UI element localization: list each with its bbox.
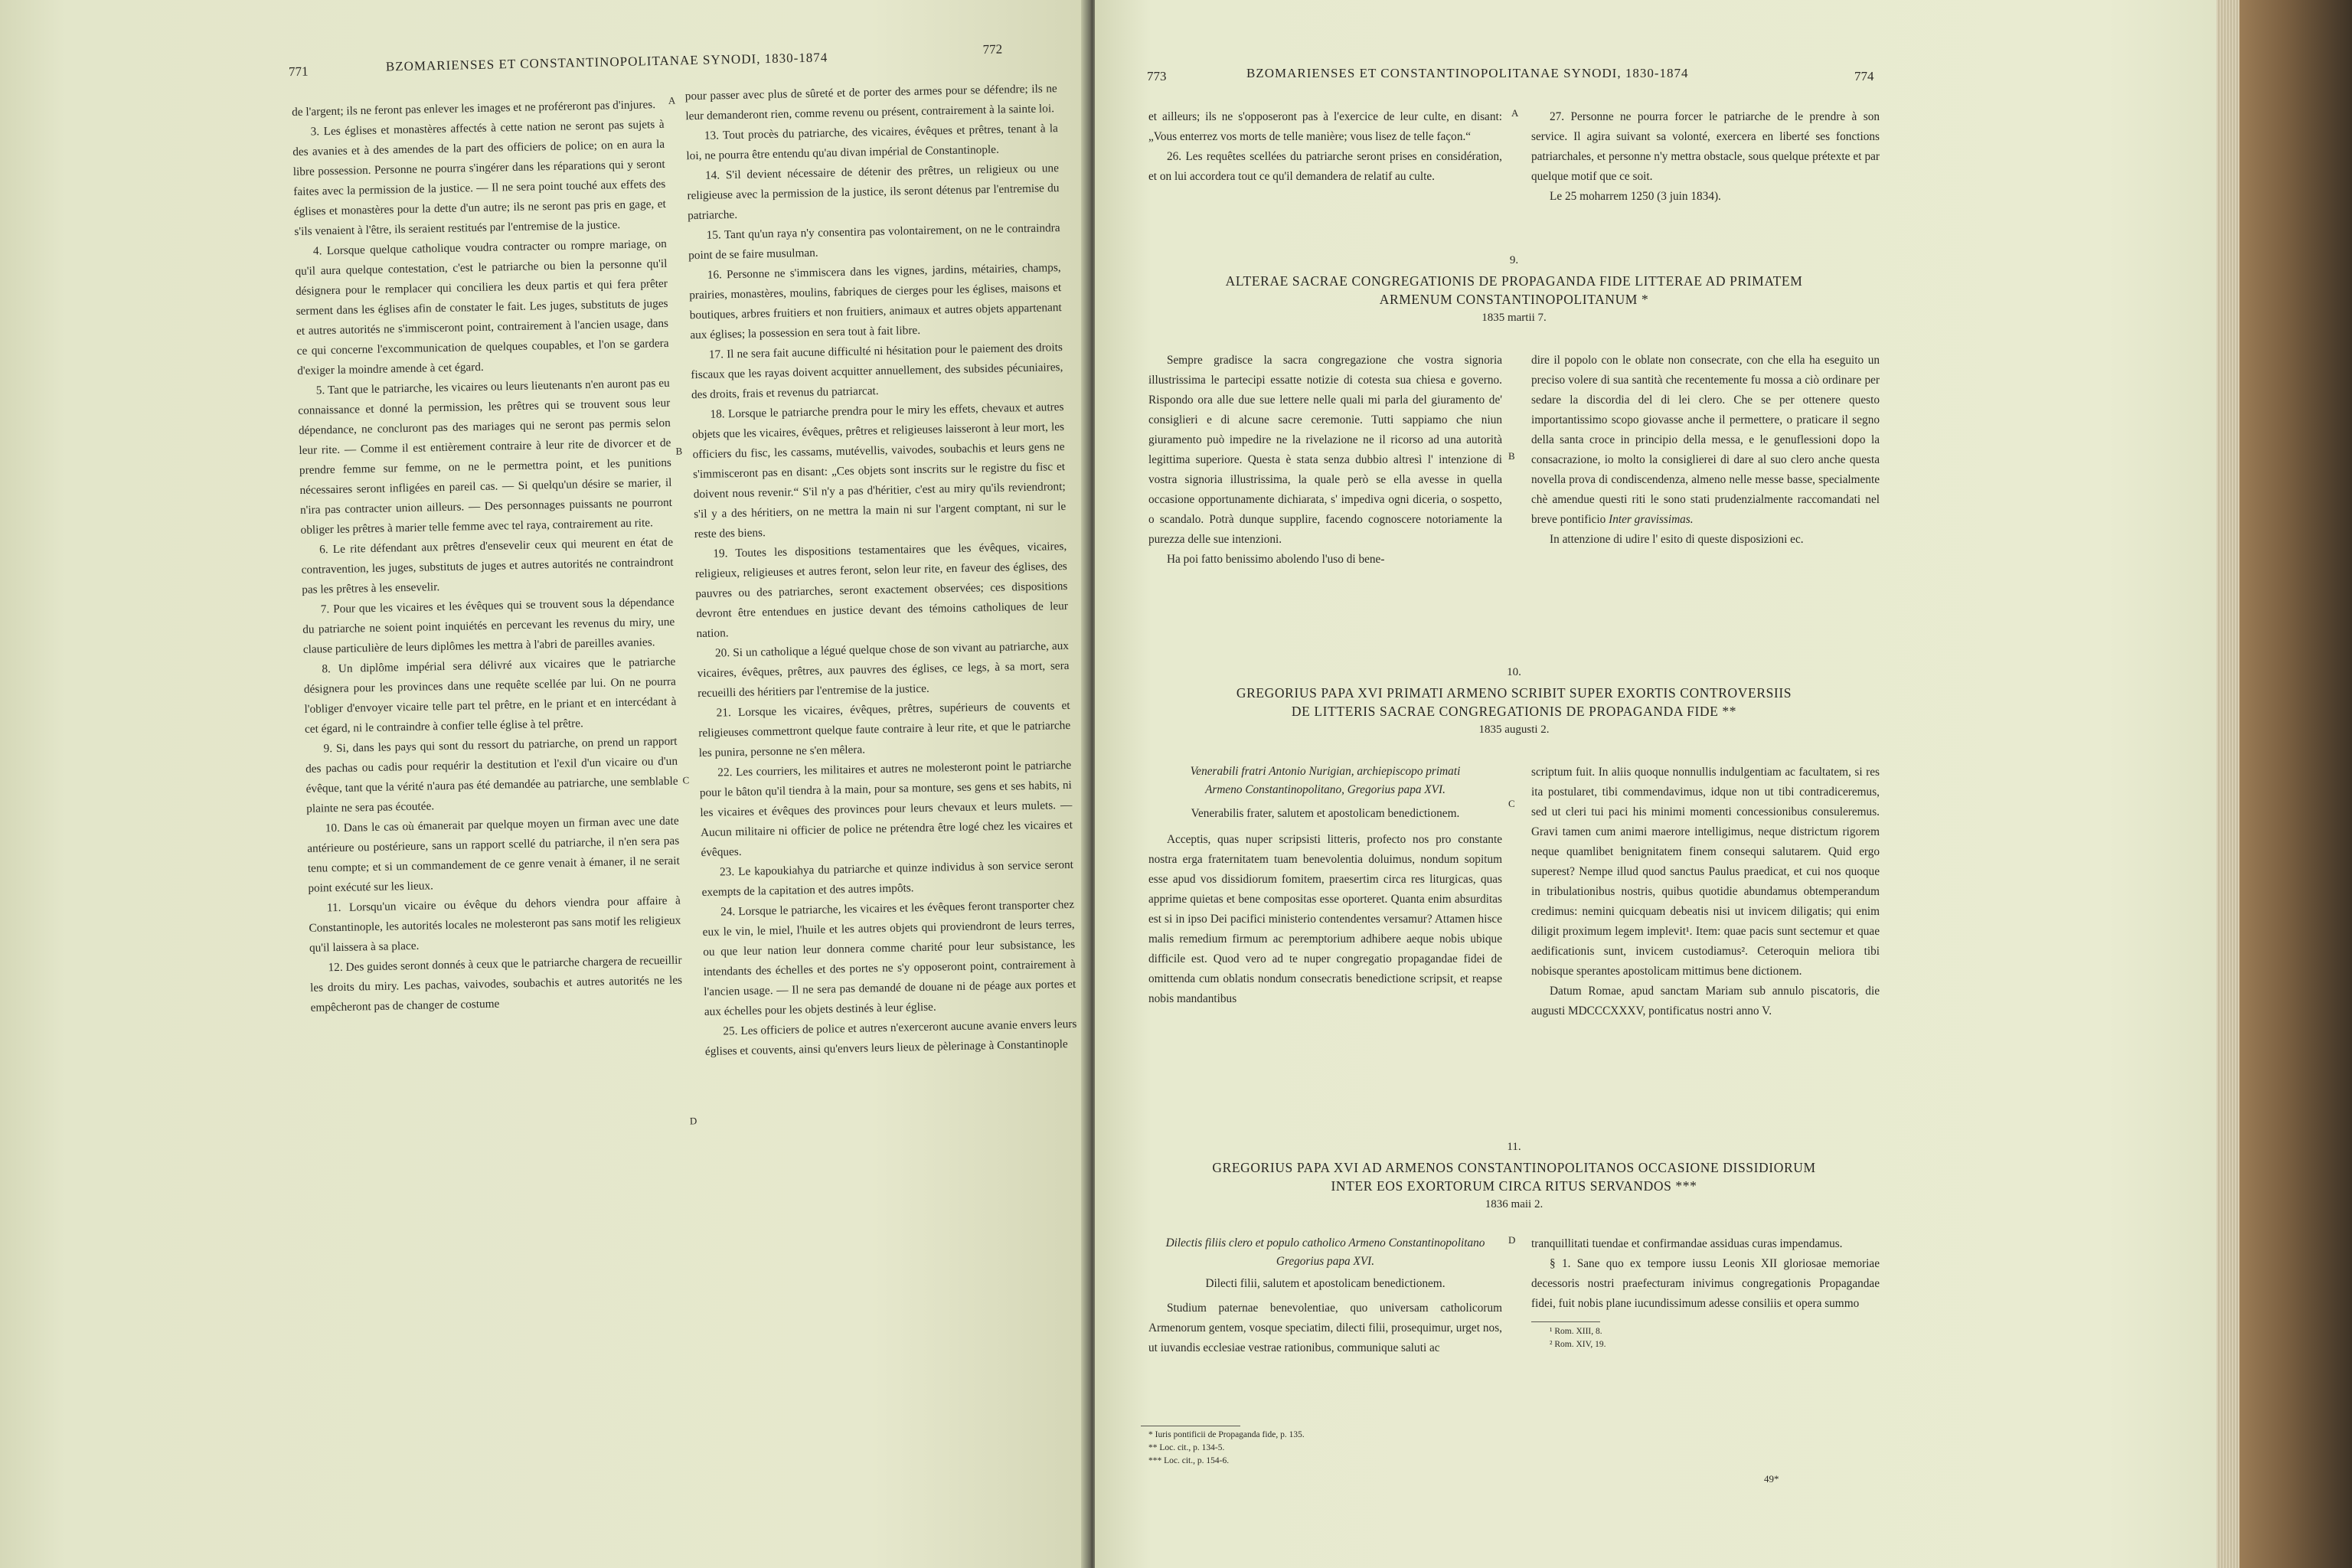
margin-letter-a-right: A <box>1511 107 1519 119</box>
paragraph: 10. Dans le cas où émanerait par quelque moyen un firman avec une date antérieure ou postérieure, sans un rapport scellé du patriarche, il n'en sera pas tenu compte; et si un commandement de ce genre venait à émaner, il ne serait point exécuté sur les lieux. <box>307 814 680 895</box>
paragraph: 14. S'il devient nécessaire de détenir des prêtres, un religieux ou une religieuse avec la permission de la justice, ils seront détenus par l'entremise du patriarche. <box>687 162 1060 223</box>
page-number-773: 773 <box>1147 69 1167 83</box>
paragraph: 19. Toutes les dispositions testamentaires que les évêques, vicaires, religieux, religieuses et autres feront, selon leur rite, en faveur des églises, des pauvres ou des patriarches, seront exactement observées; ces dispositions devront être entendues en justice devant des témoins catholiques de leur nation. <box>694 539 1069 641</box>
paragraph: 5. Tant que le patriarche, les vicaires ou leurs lieutenants n'en auront pas eu connaissance et donné la permission, les prêtres qui se trouvent sous leur dépendance, ne concluront pas des mariages qui ne seront pas permis selon leur rite. — Comme il est entièrement contraire à leur rite de divorcer et de prendre femme sur femme, on ne le permettra point, et les punitions nécessaires seront infligées en pareil cas. — Si quelqu'un désire se marier, il n'ira pas contracter union ailleurs. — Des personnages puissants ne pourront obliger les prêtres à marier telle femme avec tel raya, contrairement au rite. <box>298 376 673 537</box>
margin-letter-c: C <box>682 774 690 786</box>
paragraph: 18. Lorsque le patriarche prendra pour le miry les effets, chevaux et autres objets que les vicaires, évêques, prêtres et religieuses laisseront à leur mort, les officiers du fisc, les cassams, mutévellis, vaivodes, soubachis et leurs gens ne s'immisceront pas en disant: „Ces objets sont inscrits sur le registre du fisc et doivent nous revenir.“ S'il n'y a pas d'héritier, c'est au miry qu'ils reviendront; s'il y a des héritiers, on ne mettra la main ni sur l'argent comptant, ni sur le reste des biens. <box>691 400 1067 541</box>
right-top-column-2: 27. Personne ne pourra forcer le patriarche de le prendre à son service. Il agira suivant sa volonté, exercera en liberté ses fonctions patriarchales, et personne n'y mettra obstacle, sous quelque prétexte et par quelque motif que ce soit. Le 25 moharrem 1250 (3 juin 1834). <box>1531 110 1880 203</box>
left-column-1 <box>292 95 683 1018</box>
paragraph: 7. Pour que les vicaires et les évêques qui se trouvent sous la dépendance du patriarche ne soient point inquiétés en percevant les revenus du miry, une clause particulière de leurs diplômes les mettra à l'abri de pareilles avanies. <box>302 595 675 656</box>
paragraph: 6. Le rite défendant aux prêtres d'ensevelir ceux qui meurent en état de contravention, les juges, substituts de juges et autres autorités ne contraindront pas les prêtres à les ensevelir. <box>301 535 674 596</box>
page-number-774: 774 <box>1854 69 1874 83</box>
footnote-rule <box>1531 1321 1600 1322</box>
section-9-column-2: dire il popolo con le oblate non consecrate, con che ella ha eseguito un preciso volere di sua santità che recentemente fu mossa a ciò ordinare per sedare la discordia del di lei clero. Che se per ottenere questo importantissimo scopo giovasse anche il permettere, o praticare il segno della santa croce in principio della messa, e le genuflessioni dopo la consacrazione, io molto la consiglierei di dare al suo clero anche questa novella prova di condiscendenza, almeno nelle messe basse, specialmente chè amendue questi riti le sono stati prudenzialmente raccomandati nel breve pontificio Inter gravissimas. In attenzione di udire l' esito di queste disposizioni ec. <box>1531 354 1880 546</box>
paragraph: 20. Si un catholique a légué quelque chose de son vivant au patriarche, aux vicaires, évêques, prêtres, aux pauvres des églises, ce legs, à sa mort, sera recueilli des héritiers par l'entremise de la justice. <box>697 639 1070 701</box>
margin-letter-d-right: D <box>1508 1234 1516 1246</box>
section-10-heading: 10. GREGORIUS PAPA XVI PRIMATI ARMENO SCRIBIT SUPER EXORTIS CONTROVERSIIS DE LITTERIS SACRAE CONGREGATIONIS DE PROPAGANDA FIDE ** 1835 augusti 2. <box>1236 666 1792 736</box>
paragraph: 23. Le kapoukiahya du patriarche et quinze individus à son service seront exempts de la capitation et des autres impôts. <box>701 858 1074 900</box>
left-page-content <box>0 0 1120 1568</box>
signature-mark: 49* <box>1764 1473 1779 1485</box>
paragraph: 21. Lorsque les vicaires, évêques, prêtres, supérieurs de couvents et religieuses commettront quelque faute contraire à leur rite, et que le patriarche les punira, personne ne s'en mêlera. <box>698 698 1071 760</box>
right-top-column-1: et ailleurs; ils ne s'opposeront pas à l'exercice de leur culte, en disant: „Vous enterrez vos morts de telle manière; vous lisez de telle façon.“ 26. Les requêtes scellées du patriarche seront prises en considération, et on lui accordera tout ce qu'il demandera de relatif au culte. <box>1148 110 1502 183</box>
left-column-2 <box>685 79 1078 1062</box>
running-head-right: BZOMARIENSES ET CONSTANTINOPOLITANAE SYNODI, 1830-1874 <box>1246 66 1689 80</box>
paragraph: 24. Lorsque le patriarche, les vicaires et les évêques feront transporter chez eux le vin, le miel, l'huile et les autres objets qui proviendront de leurs terres, ou que leur nation leur donnera comme charité pour leur subsistance, les intendants des échelles et des portes ne s'y opposeront point, contrairement à l'ancien usage. — Il ne sera pas demandé de douane ni de péage aux portes et aux échelles pour les objets destinés à leur église. <box>702 897 1076 1019</box>
paragraph: pour passer avec plus de sûreté et de porter des armes pour se défendre; ils ne leur demanderont rien, comme revenu ou présent, contrairement à la sainte loi. <box>684 82 1057 123</box>
section-11-heading: 11. GREGORIUS PAPA XVI AD ARMENOS CONSTANTINOPOLITANOS OCCASIONE DISSIDIORUM INTER EOS EXORTORUM CIRCA RITUS SERVANDOS *** 1836 maii 2. <box>1212 1141 1816 1210</box>
paragraph: 3. Les églises et monastères affectés à cette nation ne seront pas sujets à des avanies et à des amendes de la part des officiers de police; on en aura la libre possession. Personne ne pourra s'ingérer dans les réparations qui y seront faites avec la permission de la justice. — Il ne sera point touché aux effets des églises et monastères pour la dette d'un autre; ils ne seront pas pris en gage, et s'ils venaient à l'être, ils seraient restitués par l'entremise de la justice. <box>292 117 666 239</box>
margin-letter-d: D <box>689 1115 697 1127</box>
page-edges <box>2216 0 2239 1568</box>
paragraph: de l'argent; ils ne feront pas enlever les images et ne proféreront pas d'injures. <box>291 98 656 119</box>
section-11-column-1: Dilectis filiis clero et populo catholico Armeno Constantinopolitano Gregorius papa XVI. Dilecti filii, salutem et apostolicam benedictionem. Studium paternae benevolentiae, quo universam catholicorum Armenorum gentem, vosque speciatim, dilecti filii, prosequimur, urget nos, ut iuvandis ecclesiae vestrae rationibus, communique saluti ac <box>1148 1234 1502 1358</box>
margin-letter-b-right: B <box>1508 450 1515 462</box>
paragraph: 16. Personne ne s'immiscera dans les vignes, jardins, métairies, champs, prairies, monastères, moulins, fabriques de cierges pour les églises, maisons et boutiques, arbres fruitiers et non fruitiers, animaux et autres objets appartenant aux églises; la possession en sera tout à fait libre. <box>689 261 1062 342</box>
letter-address-11: Dilectis filiis clero et populo catholico Armeno Constantinopolitano Gregorius papa XVI. <box>1165 1236 1485 1268</box>
paragraph: 17. Il ne sera fait aucune difficulté ni hésitation pour le paiement des droits fiscaux que les rayas doivent acquitter annuellement, des subsides pécuniaires, des droits, frais et revenus du patriarcat. <box>691 341 1063 402</box>
paragraph: 9. Si, dans les pays qui sont du ressort du patriarche, on prend un rapport des pachas ou cadis pour requérir la destitution et l'exil d'un vicaire ou d'un évêque, tant que la vérité n'aura pas été demandée au patriarche, une semblable plainte ne sera pas écoutée. <box>305 734 678 815</box>
page-number-771: 771 <box>288 64 309 80</box>
running-head-left: BZOMARIENSES ET CONSTANTINOPOLITANAE SYNODI, 1830-1874 <box>385 50 828 74</box>
section-11-column-2: tranquillitati tuendae et confirmandae assiduas curas impendamus. § 1. Sane quo ex tempore iussu Leonis XII gloriosae memoriae decessoris nostri praefecturam inivimus congregationis Propagandae fidei, fuit nobis plane iucundissimum adesse consiliis et opera summo ¹ Rom. XIII, 8. ² Rom. XIV, 19. <box>1531 1237 1880 1349</box>
page-number-772: 772 <box>982 41 1003 57</box>
section-9-column-1: Sempre gradisce la sacra congregazione che vostra signoria illustrissima le partecipi essatte notizie di cotesta sua chiesa e governo. Rispondo ora alle due sue lettere nelle quali mi parla del giuramento de' consiglieri e di alcune sacre ceremonie. Tutti sappiamo che niun giuramento può impedire ne la rivelazione ne il ricorso ad una autorità legittima superiore. Questa è stata senza dubbio altresì l' intenzione di vostra signoria illustrissima, la quale però se ella avesse in quella occasione opportunamente dichiarata, s' impediva ogni diceria, o sospetto, o scandalo. Potrà dunque supplire, facendo cognoscere notoriamente la purezza delle sue intenzioni. Ha poi fatto benissimo abolendo l'uso di bene- <box>1148 354 1502 566</box>
paragraph: 8. Un diplôme impérial sera délivré aux vicaires que le patriarche désignera pour les provinces dans une requête scellée par lui. On ne pourra l'obliger d'envoyer vicaire telle part tel prêtre, en le priant et en intercédant à cet égard, ni le contraindre à confier telle église à tel prêtre. <box>303 655 677 736</box>
book-cover <box>2239 0 2352 1568</box>
paragraph: 22. Les courriers, les militaires et autres ne molesteront point le patriarche pour le bâton qu'il tiendra à la main, pour sa monture, ses gens et ses habits, ni les vicaires et évêques des provinces pour leurs chevaux et leurs mulets. — Aucun militaire ni officier de police ne prétendra être logé chez les vicaires et évêques. <box>699 758 1073 860</box>
section-10-column-1: Venerabili fratri Antonio Nurigian, archiepiscopo primati Armeno Constantinopolitano, Gregorius papa XVI. Venerabilis frater, salutem et apostolicam benedictionem. Acceptis, quas nuper scripsisti litteris, profecto nos pro constante nostra erga fraternitatem tuam benevolentia doluimus, nondum sopitum esse apud vos dissidiorum fomitem, praesertim circa res liturgicas, quas apprime quietas et bene compositas esse oporteret. Quanta enim absurditas est si in ipso Dei pacifici ministerio contendentes versamur? Attamen hisce malis remedium firmum ac peremptorium adhibere aeque nobis ubique difficile est. Quod vero ad te nuper congregatio propagandae fidei de omittenda cum oblatis nondum consecratis benedictione scripsit, et reapse nobis mandantibus <box>1148 763 1502 1009</box>
paragraph: 13. Tout procès du patriarche, des vicaires, évêques et prêtres, tenant à la loi, ne pourra être entendu qu'au divan impérial de Constantinople. <box>686 122 1058 163</box>
paragraph: 4. Lorsque quelque catholique voudra contracter ou rompre mariage, on qu'il aura quelque contestation, c'est le patriarche ou bien la personne qu'il désignera pour le remplacer qui conciliera les deux partis et qui fera prêter serment dans les églises afin de constater le fait. Les juges, substituts de juges et autres autorités ne s'immisceront point, contrairement à l'ancien usage, dans ce qui concerne l'excommunication de quelques coupables, et l'on se gardera d'exiger la moindre amende à cet égard. <box>295 237 669 377</box>
paragraph: 11. Lorsqu'un vicaire ou évêque du dehors viendra pour affaire à Constantinople, les autorités locales ne molesteront pas sans motif les religieux qu'il laissera à sa place. <box>309 893 681 955</box>
paragraph: 25. Les officiers de police et autres n'exerceront aucune avanie envers leurs églises et couvents, ainsi qu'envers leurs lieux de pèlerinage à Constantinople <box>704 1017 1077 1059</box>
paragraph: 12. Des guides seront donnés à ceux que le patriarche chargera de recueillir les droits du miry. Les pachas, vaivodes, soubachis et autres autorités ne les empêcheront pas de changer de costume <box>309 953 683 1014</box>
paragraph: 15. Tant qu'un raya n'y consentira pas volontairement, on ne le contraindra point de se faire musulman. <box>688 221 1060 263</box>
section-10-column-2: scriptum fuit. In aliis quoque nonnullis indulgentiam ac facultatem, si res ita postularet, tibi commendavimus, idque non ut tibi contradiceremus, sed ut cleri tui paci his minimi momenti concessionibus consuleremus. Gravi tamen cum animi maerore intelligimus, neque districtum rigorem neque quamlibet benignitatem finem consequi salutarem. Quid ergo superest? Nempe illud quod sanctus Paulus praedicat, et cui nos quoque in tribulationibus nostris, quibus quotidie abundamus obtemperandum credimus: nemini quicquam debeatis nisi ut invicem diligatis; qui enim diligit proximum legem implevit¹. Item: quae pacis sunt sectemur et quae aedificationis sunt, invicem custodiamus². Ceteroquin meliora tibi nobisque sperantes apostolicam mittimus bene dictionem. Datum Romae, apud sanctam Mariam sub annulo piscatoris, die augusti MDCCCXXXV, pontificatus nostri anno V. <box>1531 766 1880 1018</box>
margin-letter-a: A <box>668 94 676 106</box>
margin-letter-b: B <box>675 445 683 457</box>
page-footnotes: * Iuris pontificii de Propaganda fide, p. 135. ** Loc. cit., p. 134-5. *** Loc. cit., p. 154-6. <box>1148 1430 1305 1465</box>
letter-address: Venerabili fratri Antonio Nurigian, archiepiscopo primati Armeno Constantinopolitano, Gregorius papa XVI. <box>1190 765 1461 796</box>
margin-letter-c-right: C <box>1508 798 1515 809</box>
section-9-heading: 9. ALTERAE SACRAE CONGREGATIONIS DE PROPAGANDA FIDE LITTERAE AD PRIMATEM ARMENUM CONSTANTINOPOLITANUM * 1835 martii 7. <box>1225 254 1803 324</box>
